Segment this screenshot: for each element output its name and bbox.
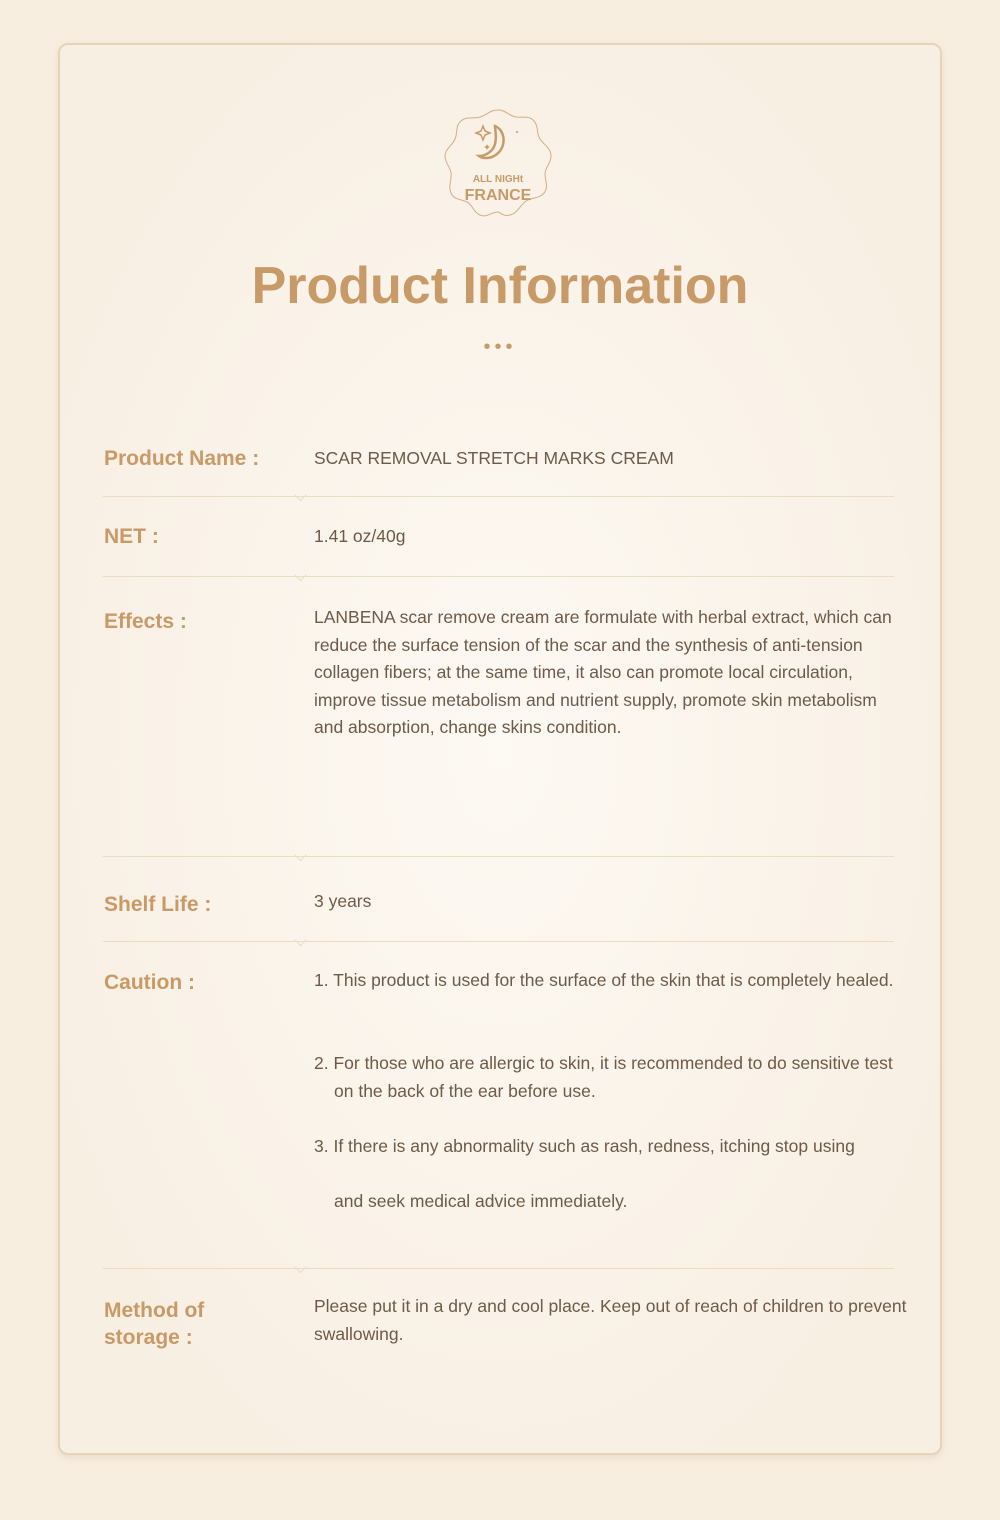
shelf-life-value: 3 years (314, 891, 372, 911)
divider (103, 941, 894, 942)
caution-item: 3. If there is any abnormality such as rash, redness, itching stop using (314, 1136, 855, 1156)
divider (103, 576, 894, 577)
caution-item: 2. For those who are allergic to skin, it is recommended to do sensitive test on the back of the ear before use. (314, 1053, 893, 1101)
product-name-value: SCAR REMOVAL STRETCH MARKS CREAM (314, 448, 674, 468)
storage-label: Method of storage : (104, 1299, 205, 1349)
shelf-life-label: Shelf Life : (104, 893, 212, 916)
divider (103, 496, 894, 497)
caution-item: and seek medical advice immediately. (334, 1191, 628, 1211)
product-info-card (58, 43, 942, 1455)
caution-label: Caution : (104, 971, 195, 994)
logo-line1: ALL NIGHt (472, 174, 524, 185)
caution-item: 1. This product is used for the surface of the skin that is completely healed. (314, 970, 894, 990)
storage-value: Please put it in a dry and cool place. Keep out of reach of children to prevent swallowing. (314, 1296, 907, 1344)
net-value: 1.41 oz/40g (314, 526, 406, 546)
net-label: NET : (104, 525, 159, 548)
effects-label: Effects : (104, 610, 187, 633)
divider (103, 856, 894, 857)
divider (103, 1268, 894, 1269)
logo-line2: FRANCE (464, 187, 532, 204)
title-dots: ••• (483, 336, 517, 358)
product-name-label: Product Name : (104, 447, 260, 470)
page-title: Product Information (251, 257, 749, 315)
moon-stars-icon (443, 108, 553, 220)
brand-logo (443, 108, 553, 220)
effects-value: LANBENA scar remove cream are formulate with herbal extract, which can reduce the surface tension of the scar and the synthesis of anti-tension collagen fibers; at the same time, it also can promote local circulation, improve tissue metabolism and nutrient supply, promote skin metabolism and absorption, change skins condition. (314, 607, 892, 737)
